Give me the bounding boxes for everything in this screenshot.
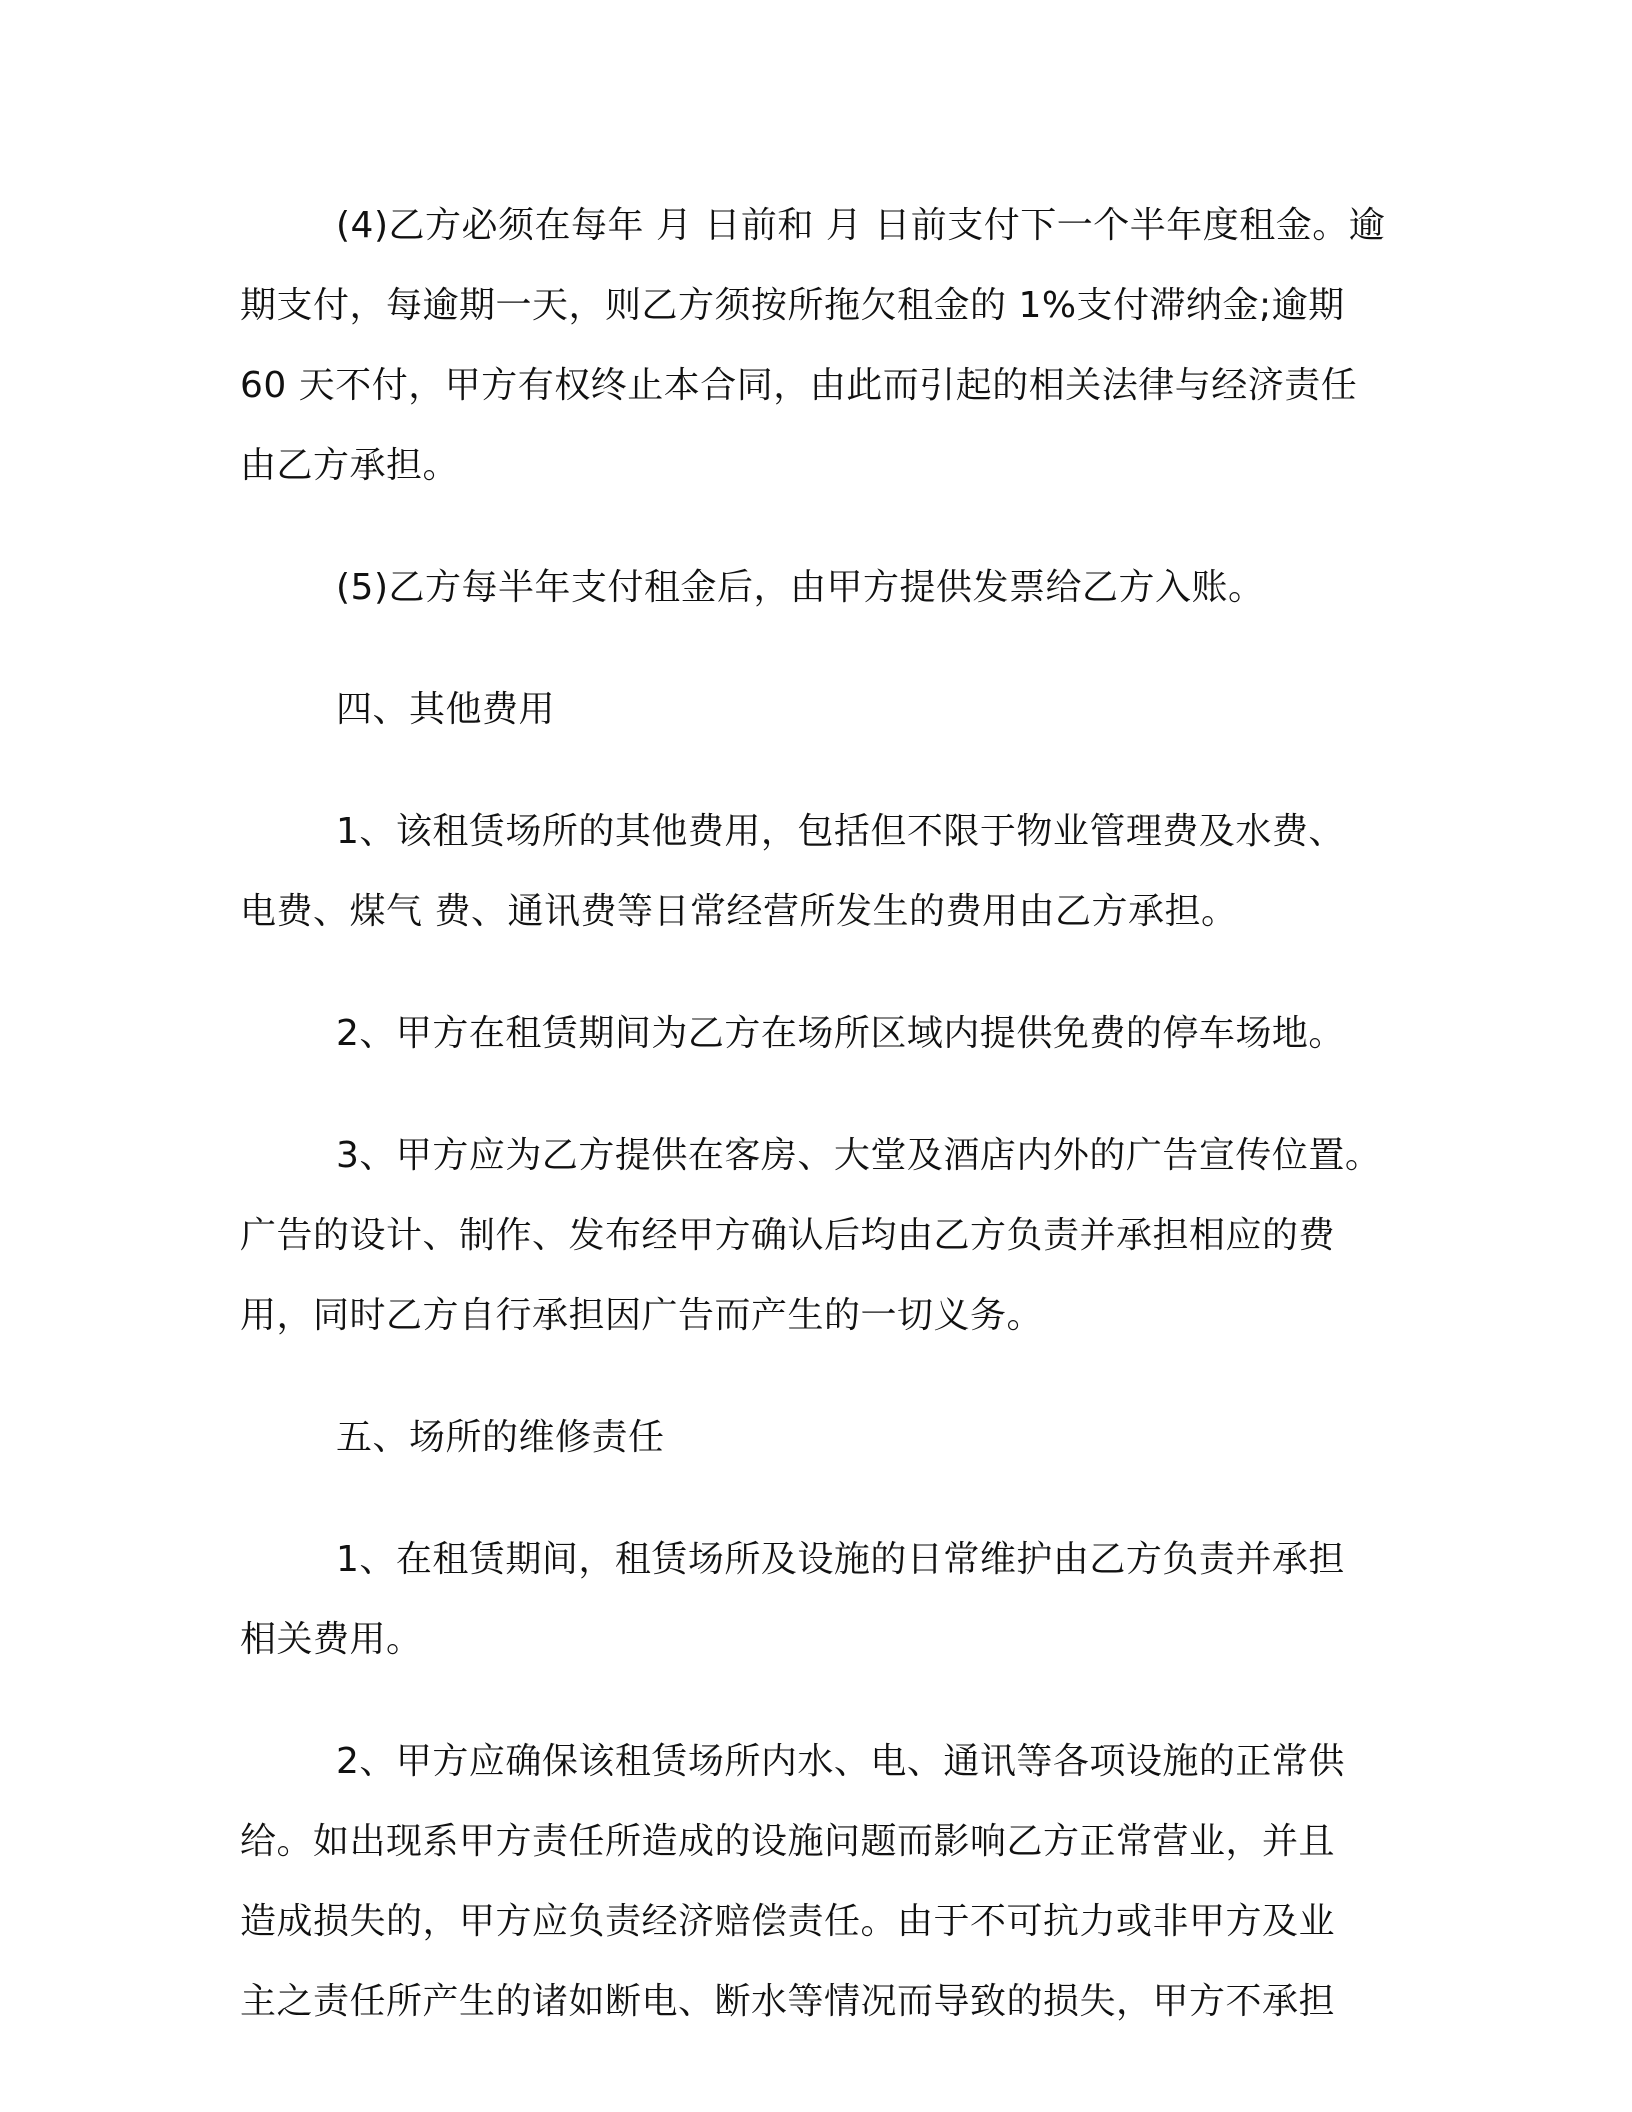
section-heading-maintenance: 五、场所的维修责任 (336, 1417, 665, 1458)
paragraph-rent-payment-deadline: (4)乙方必须在每年 月 日前和 月 日前支付下一个半年度租金。逾 期支付，每逾期一天，则乙方须按所拖欠租金的 1%支付滞纳金;逾期 60 天不付，甲方有权终止本合同，由此而引起的相关法律与经济责任 由乙方承担。 (240, 205, 1386, 486)
section-heading-other-fees: 四、其他费用 (336, 689, 556, 730)
paragraph-maintenance-2: 2、甲方应确保该租赁场所内水、电、通讯等各项设施的正常供 给。如出现系甲方责任所造成的设施问题而影响乙方正常营业，并且 造成损失的，甲方应负责经济赔偿责任。由于不可抗力或非甲方及业 主之责任所产生的诸如断电、断水等情况而导致的损失，甲方不承担 (240, 1741, 1345, 2022)
paragraph-other-fees-2: 2、甲方在租赁期间为乙方在场所区域内提供免费的停车场地。 (336, 1013, 1345, 1054)
paragraph-maintenance-1: 1、在租赁期间，租赁场所及设施的日常维护由乙方负责并承担 相关费用。 (240, 1539, 1345, 1660)
document-body (240, 186, 1390, 2084)
paragraph-invoice: (5)乙方每半年支付租金后，由甲方提供发票给乙方入账。 (336, 567, 1265, 608)
paragraph-other-fees-3: 3、甲方应为乙方提供在客房、大堂及酒店内外的广告宣传位置。 广告的设计、制作、发布经甲方确认后均由乙方负责并承担相应的费 用，同时乙方自行承担因广告而产生的一切义务。 (240, 1135, 1382, 1336)
paragraph-other-fees-1: 1、该租赁场所的其他费用，包括但不限于物业管理费及水费、 电费、煤气 费、通讯费等日常经营所发生的费用由乙方承担。 (240, 811, 1345, 932)
